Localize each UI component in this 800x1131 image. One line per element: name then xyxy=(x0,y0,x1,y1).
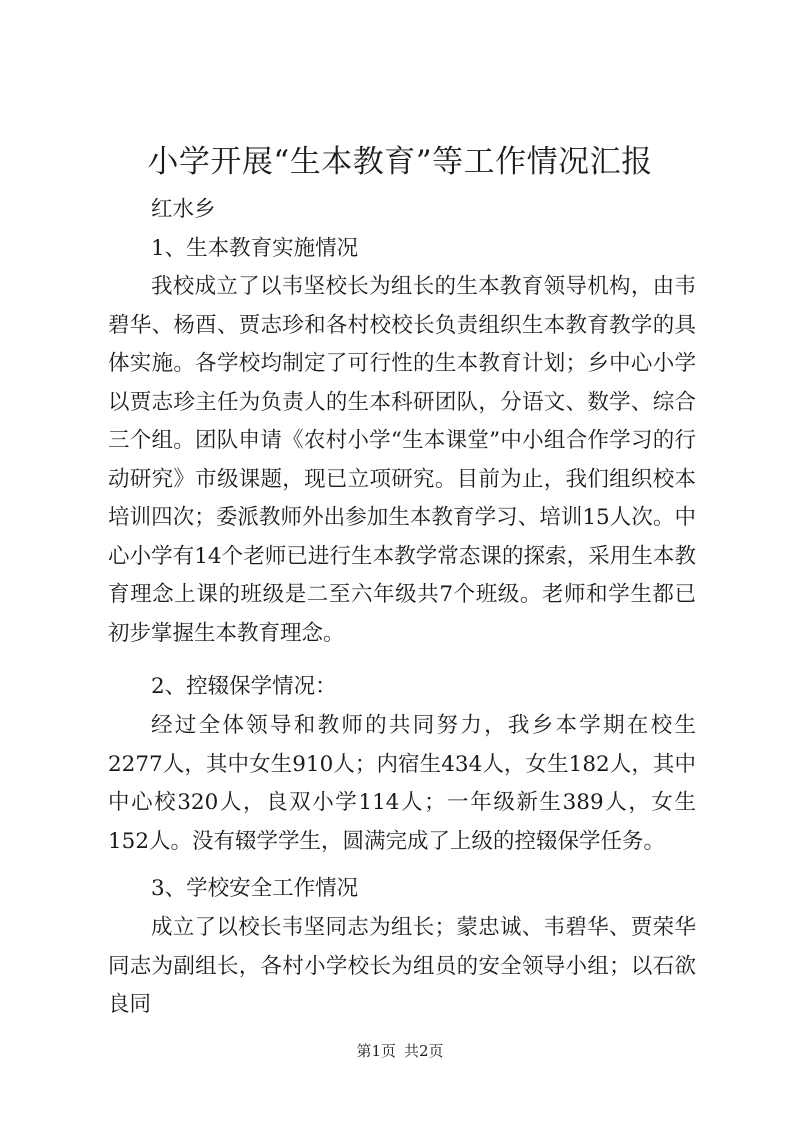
section-paragraph-2: 经过全体领导和教师的共同努力，我乡本学期在校生2277人，其中女生910人；内宿生434人，女生182人，其中中心校320人，良双小学114人；一年级新生389人，女生152人。没有辍学学生，圆满完成了上级的控辍保学任务。 xyxy=(108,713,696,854)
section-heading-3: 3、学校安全工作情况 xyxy=(151,876,359,901)
author-line: 红水乡 xyxy=(151,197,216,222)
section-heading-2: 2、控辍保学情况： xyxy=(151,674,337,699)
section-paragraph-3: 成立了以校长韦坚同志为组长；蒙忠诚、韦碧华、贾荣华同志为副组长，各村小学校长为组员的安全领导小组；以石欲良同 xyxy=(108,915,696,1017)
page-number-total: 共2页 xyxy=(404,1042,444,1060)
page-number-current: 第1页 xyxy=(356,1042,396,1060)
section-paragraph-1: 我校成立了以韦坚校长为组长的生本教育领导机构，由韦碧华、杨酉、贾志珍和各村校校长负责组织生本教育教学的具体实施。各学校均制定了可行性的生本教育计划；乡中心小学以贾志珍主任为负责人的生本科研团队，分语文、数学、综合三个组。团队申请《农村小学“生本课堂”中小组合作学习的行动研究》市级课题，现已立项研究。目前为止，我们组织校本培训四次；委派教师外出参加生本教育学习、培训15人次。中心小学有14个老师已进行生本教学常态课的探索，采用生本教育理念上课的班级是二至六年级共7个班级。老师和学生都已初步掌握生本教育理念。 xyxy=(108,274,696,646)
document-title: 小学开展“生本教育”等工作情况汇报 xyxy=(147,144,653,180)
section-heading-1: 1、生本教育实施情况 xyxy=(151,236,359,261)
page-footer xyxy=(0,1041,800,1061)
